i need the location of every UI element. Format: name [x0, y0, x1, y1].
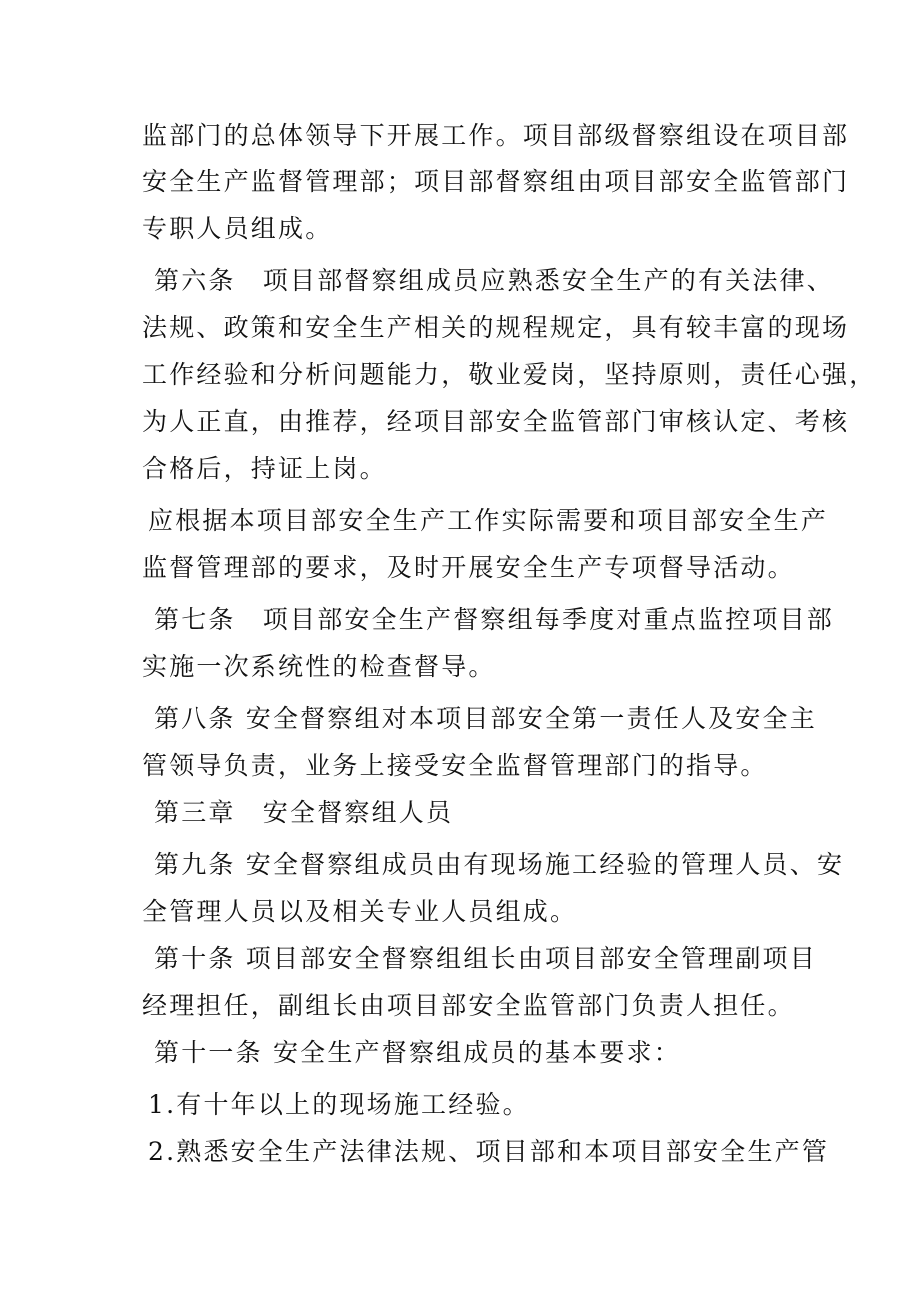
article-6-heading-line: 第六条 项目部督察组成员应熟悉安全生产的有关法律、 — [154, 266, 835, 295]
text-line: 为人正直，由推荐，经项目部安全监管部门审核认定、考核 — [142, 407, 850, 436]
article-11-heading-line: 第十一条 安全生产督察组成员的基本要求： — [154, 1038, 681, 1067]
article-8-heading-line: 第八条 安全督察组对本项目部安全第一责任人及安全主 — [154, 704, 817, 733]
text-line: 法规、政策和安全生产相关的规程规定，具有较丰富的现场 — [142, 313, 850, 342]
article-9-heading-line: 第九条 安全督察组成员由有现场施工经验的管理人员、安 — [154, 850, 845, 879]
article-7-heading-line: 第七条 项目部安全生产督察组每季度对重点监控项目部 — [154, 605, 835, 634]
text-line: 实施一次系统性的检查督导。 — [142, 652, 496, 681]
list-item: 1.有十年以上的现场施工经验。 — [148, 1090, 530, 1119]
text-line: 工作经验和分析问题能力，敬业爱岗，坚持原则，责任心强， — [142, 360, 877, 389]
text-line: 专职人员组成。 — [142, 214, 333, 243]
chapter-3-heading: 第三章 安全督察组人员 — [154, 798, 454, 827]
text-line: 应根据本项目部安全生产工作实际需要和项目部安全生产 — [148, 506, 829, 535]
list-item: 2.熟悉安全生产法律法规、项目部和本项目部安全生产管 — [148, 1137, 830, 1166]
article-10-heading-line: 第十条 项目部安全督察组组长由项目部安全管理副项目 — [154, 944, 817, 973]
text-line: 监督管理部的要求，及时开展安全生产专项督导活动。 — [142, 553, 795, 582]
text-line: 经理担任，副组长由项目部安全监管部门负责人担任。 — [142, 991, 795, 1020]
text-line: 安全生产监督管理部；项目部督察组由项目部安全监管部门 — [142, 167, 850, 196]
text-line: 监部门的总体领导下开展工作。项目部级督察组设在项目部 — [142, 121, 850, 150]
text-line: 合格后，持证上岗。 — [142, 454, 387, 483]
text-line: 管领导负责，业务上接受安全监督管理部门的指导。 — [142, 751, 768, 780]
text-line: 全管理人员以及相关专业人员组成。 — [142, 897, 578, 926]
